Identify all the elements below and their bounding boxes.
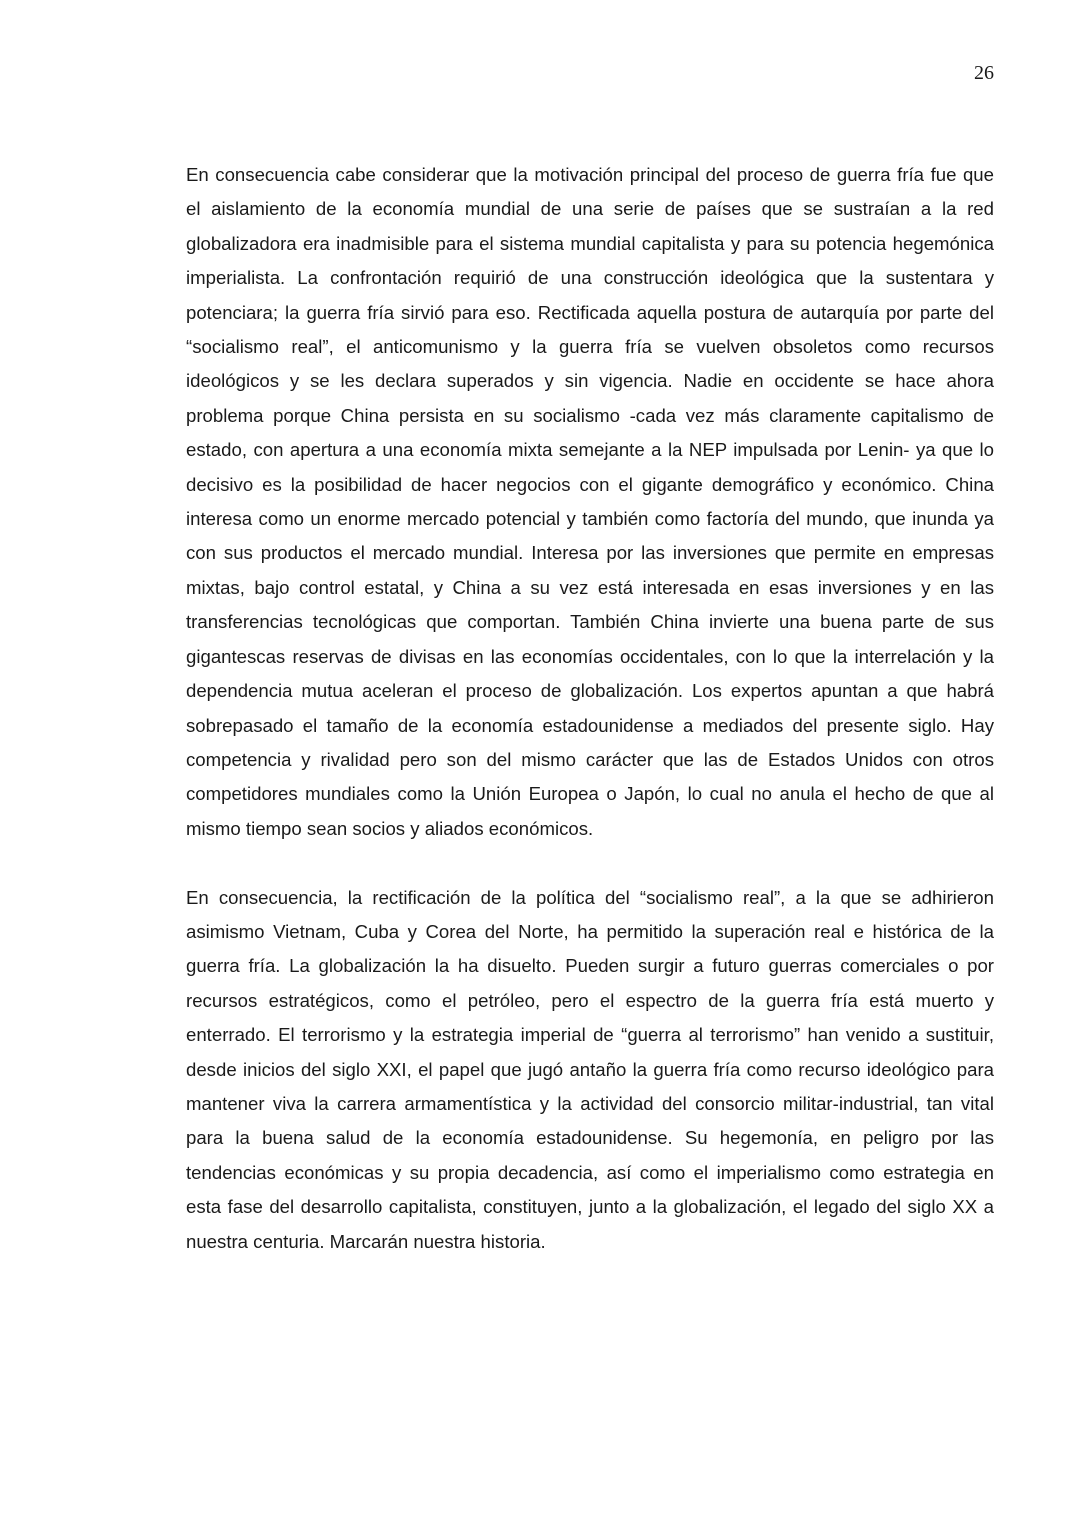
body-text bbox=[186, 158, 994, 1259]
paragraph-1: En consecuencia cabe considerar que la motivación principal del proceso de guerra fría fue que el aislamiento de la economía mundial de una serie de países que se sustraían a la red globalizadora era inadmisible para el sistema mundial capitalista y para su potencia hegemónica imperialista. La confrontación requirió de una construcción ideológica que la sustentara y potenciara; la guerra fría sirvió para eso. Rectificada aquella postura de autarquía por parte del “socialismo real”, el anticomunismo y la guerra fría se vuelven obsoletos como recursos ideológicos y se les declara superados y sin vigencia. Nadie en occidente se hace ahora problema porque China persista en su socialismo -cada vez más claramente capitalismo de estado, con apertura a una economía mixta semejante a la NEP impulsada por Lenin- ya que lo decisivo es la posibilidad de hacer negocios con el gigante demográfico y económico. China interesa como un enorme mercado potencial y también como factoría del mundo, que inunda ya con sus productos el mercado mundial. Interesa por las inversiones que permite en empresas mixtas, bajo control estatal, y China a su vez está interesada en esas inversiones y en las transferencias tecnológicas que comportan. También China invierte una buena parte de sus gigantescas reservas de divisas en las economías occidentales, con lo que la interrelación y la dependencia mutua aceleran el proceso de globalización. Los expertos apuntan a que habrá sobrepasado el tamaño de la economía estadounidense a mediados del presente siglo. Hay competencia y rivalidad pero son del mismo carácter que las de Estados Unidos con otros competidores mundiales como la Unión Europea o Japón, lo cual no anula el hecho de que al mismo tiempo sean socios y aliados económicos. bbox=[186, 164, 994, 839]
page-number: 26 bbox=[974, 62, 994, 84]
paragraph-2: En consecuencia, la rectificación de la política del “socialismo real”, a la que se adhirieron asimismo Vietnam, Cuba y Corea del Norte, ha permitido la superación real e histórica de la guerra fría. La globalización la ha disuelto. Pueden surgir a futuro guerras comerciales o por recursos estratégicos, como el petróleo, pero el espectro de la guerra fría está muerto y enterrado. El terrorismo y la estrategia imperial de “guerra al terrorismo” han venido a sustituir, desde inicios del siglo XXI, el papel que jugó antaño la guerra fría como recurso ideológico para mantener viva la carrera armamentística y la actividad del consorcio militar-industrial, tan vital para la buena salud de la economía estadounidense. Su hegemonía, en peligro por las tendencias económicas y su propia decadencia, así como el imperialismo como estrategia en esta fase del desarrollo capitalista, constituyen, junto a la globalización, el legado del siglo XX a nuestra centuria. Marcarán nuestra historia. bbox=[186, 886, 994, 1252]
